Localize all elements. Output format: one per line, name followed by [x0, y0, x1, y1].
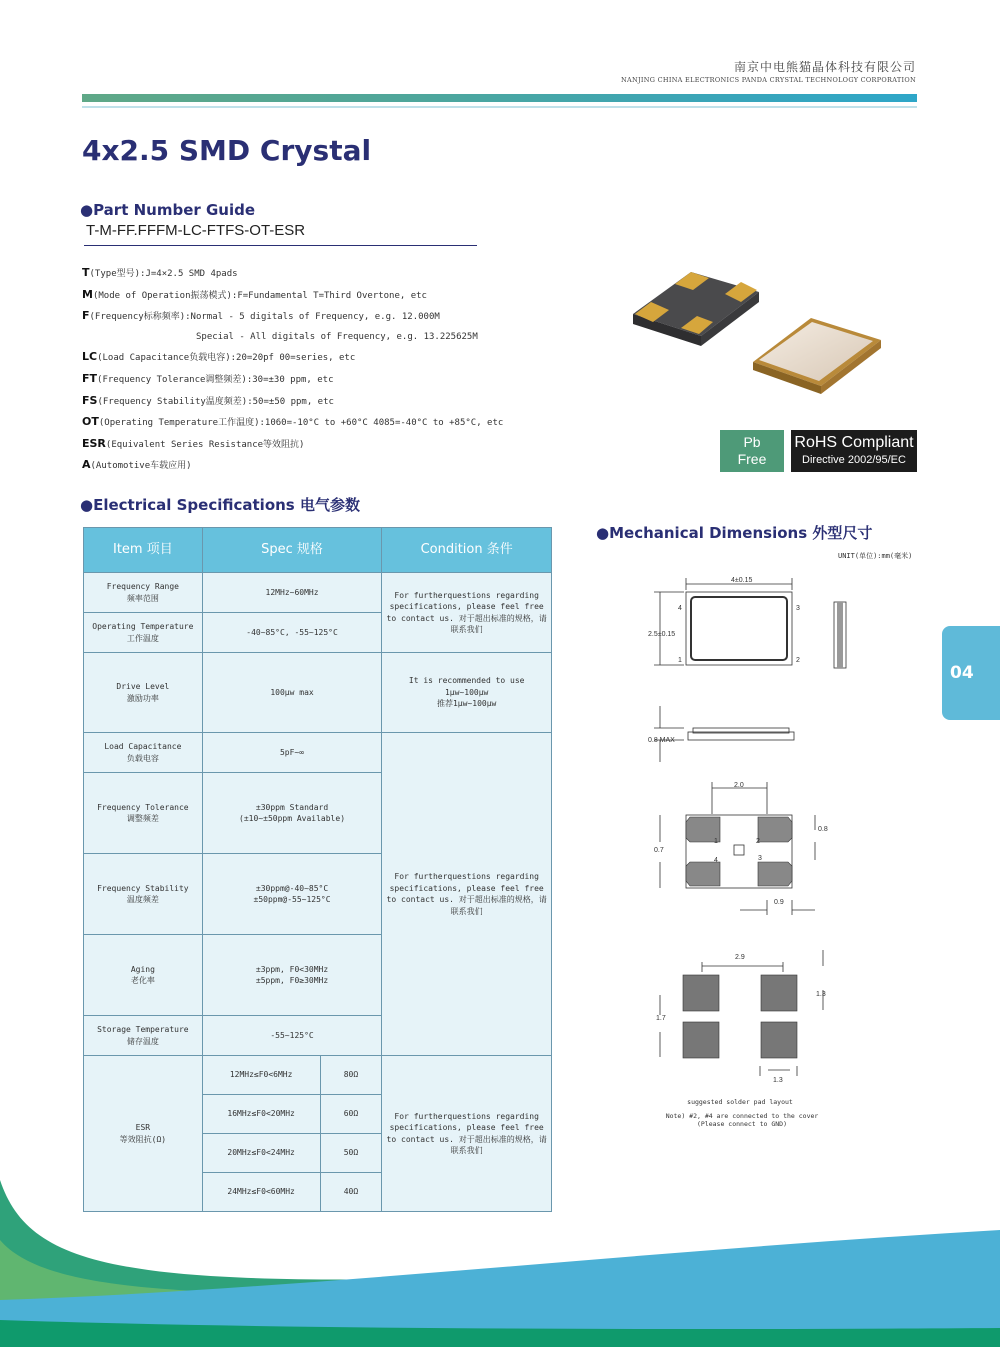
- table-row: 24MHz≤F0<60MHz 40Ω: [84, 1173, 552, 1212]
- crystal-bottom-view: [633, 272, 759, 346]
- part-number-heading: ●Part Number Guide: [80, 201, 256, 219]
- svg-text:3: 3: [758, 855, 762, 862]
- footer-wave: [0, 1180, 1000, 1347]
- svg-text:0.8 MAX: 0.8 MAX: [648, 737, 675, 744]
- table-row: Aging 老化率 ±3ppm, F0<30MHz ±5ppm, F0≥30MHz: [84, 935, 552, 1016]
- header-divider: [82, 106, 917, 108]
- svg-text:2.5±0.15: 2.5±0.15: [648, 631, 676, 638]
- svg-text:2.0: 2.0: [734, 782, 744, 789]
- svg-text:4: 4: [678, 605, 682, 612]
- svg-text:0.9: 0.9: [774, 899, 784, 906]
- guide-line-mode: M(Mode of Operation振荡模式):F=Fundamental T=Third Overtone, etc: [82, 287, 427, 301]
- svg-text:1.7: 1.7: [656, 1015, 666, 1022]
- table-row: Operating Temperature 工作温度 -40~85°C, -55~125°C: [84, 613, 552, 653]
- header-item: Item 项目: [84, 528, 203, 573]
- svg-text:1: 1: [678, 657, 682, 664]
- product-photo: [625, 262, 925, 412]
- header-condition: Condition 条件: [382, 528, 552, 573]
- table-row: Storage Temperature 储存温度 -55~125°C: [84, 1016, 552, 1056]
- table-row: Frequency Tolerance 调整频差 ±30ppm Standard (±10~±50ppm Available): [84, 773, 552, 854]
- mechanical-heading: ●Mechanical Dimensions 外型尺寸: [596, 524, 873, 542]
- table-row: 20MHz≤F0<24MHz 50Ω: [84, 1134, 552, 1173]
- header-bar: [82, 94, 917, 102]
- rohs-badge: RoHS Compliant Directive 2002/95/EC: [791, 430, 917, 472]
- part-number-underline: [84, 245, 477, 246]
- guide-line-frequency-special: Special - All digitals of Frequency, e.g. 13.225625M: [196, 331, 478, 342]
- table-row: Frequency Stability 温度频差 ±30ppm@-40~85°C ±50ppm@-55~125°C: [84, 854, 552, 935]
- svg-text:1.3: 1.3: [816, 991, 826, 998]
- connection-note-gnd: (Please connect to GND): [696, 1120, 787, 1128]
- svg-text:2: 2: [756, 838, 760, 845]
- guide-line-op-temp: OT(Operating Temperature工作温度):1060=-10°C to +60°C 4085=-40°C to +85°C, etc: [82, 415, 504, 429]
- guide-line-tolerance: FT(Frequency Tolerance调整频差):30=±30 ppm, etc: [82, 371, 334, 385]
- svg-text:3: 3: [796, 605, 800, 612]
- table-header-row: [84, 528, 552, 573]
- svg-text:4±0.15: 4±0.15: [731, 577, 753, 584]
- guide-line-frequency: F(Frequency标称频率):Normal - 5 digitals of Frequency, e.g. 12.000M: [82, 309, 440, 323]
- svg-text:4: 4: [714, 857, 718, 864]
- part-number-pattern: T-M-FF.FFFM-LC-FTFS-OT-ESR: [86, 222, 306, 239]
- crystal-top-view: [753, 318, 881, 394]
- svg-text:0.8: 0.8: [818, 826, 828, 833]
- pb-free-badge: Pb Free: [720, 430, 784, 472]
- header-spec: Spec 规格: [202, 528, 382, 573]
- table-row: Load Capacitance 负载电容 5pF~∞ For furtherquestions regarding specifications, please feel free to contact us. 对于超出标准的规格，请联系我们: [84, 733, 552, 773]
- table-row: ESR 等效阻抗(Ω) 12MHz≤F0<6MHz 80Ω For furtherquestions regarding specifications, please feel free to contact us. 对于超出标准的规格，请联系我们: [84, 1056, 552, 1095]
- unit-label: UNIT(单位):mm(毫米): [838, 552, 913, 560]
- svg-text:2.9: 2.9: [735, 954, 745, 961]
- guide-line-load: LC(Load Capacitance负载电容):20=20pf 00=series, etc: [82, 350, 356, 364]
- table-row: Frequency Range 频率范围 12MHz~60MHz For furtherquestions regarding specifications, please feel free to contact us. 对于超出标准的规格，请联系我们: [84, 573, 552, 613]
- part-number-guide: [82, 263, 503, 477]
- table-row: Drive Level 激励功率 100μw max It is recommended to use 1μw~100μw 推荐1μw~100μw: [84, 653, 552, 733]
- svg-text:1.3: 1.3: [773, 1077, 783, 1084]
- table-row: 16MHz≤F0<20MHz 60Ω: [84, 1095, 552, 1134]
- guide-line-automotive: A(Automotive车载应用): [82, 458, 192, 472]
- page-section-tab[interactable]: 04: [942, 626, 1000, 720]
- company-name-cn: 南京中电熊猫晶体科技有限公司: [733, 60, 916, 74]
- solder-layout-note: suggested solder pad layout: [687, 1098, 793, 1106]
- svg-text:2: 2: [796, 657, 800, 664]
- electrical-spec-table: [83, 527, 552, 1212]
- page-title: 4x2.5 SMD Crystal: [82, 134, 372, 167]
- electrical-heading: ●Electrical Specifications 电气参数: [80, 496, 360, 514]
- connection-note: Note) #2, #4 are connected to the cover: [665, 1112, 819, 1120]
- company-name-en: NANJING CHINA ELECTRONICS PANDA CRYSTAL TECHNOLOGY CORPORATION: [621, 76, 916, 84]
- svg-text:0.7: 0.7: [654, 847, 664, 854]
- svg-text:1: 1: [714, 838, 718, 845]
- guide-line-type: T(Type型号):J=4×2.5 SMD 4pads: [82, 266, 238, 279]
- mechanical-drawing: [640, 570, 880, 1090]
- guide-line-esr: ESR(Equivalent Series Resistance等效阻抗): [82, 436, 305, 450]
- guide-line-stability: FS(Frequency Stability温度频差):50=±50 ppm, etc: [82, 393, 334, 407]
